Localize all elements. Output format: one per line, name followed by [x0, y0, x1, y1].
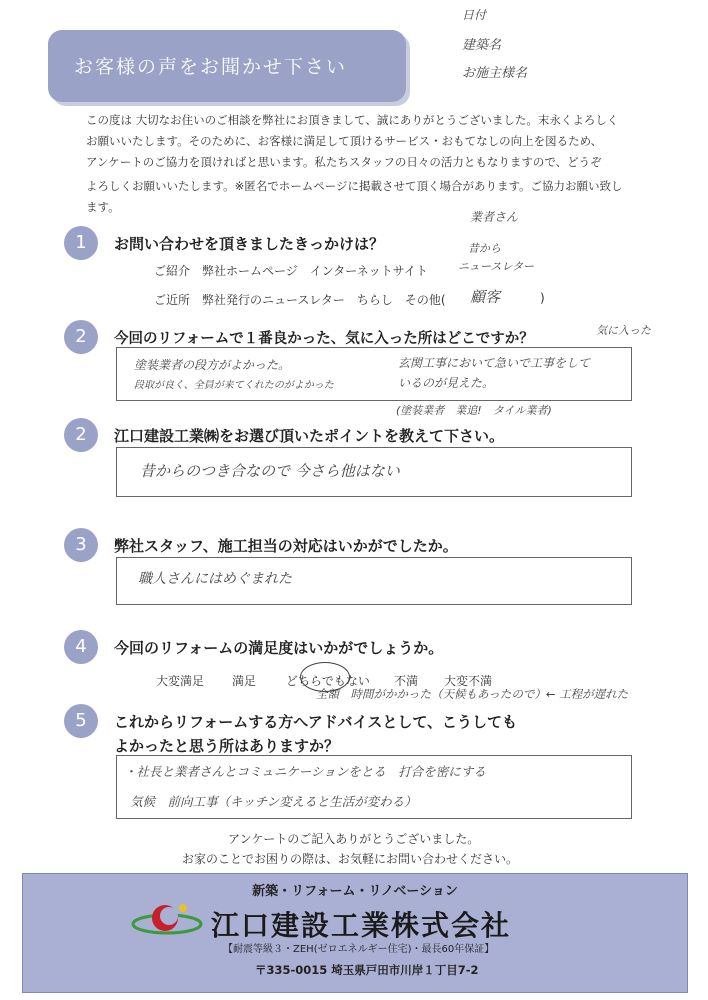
- company-footer: [22, 873, 688, 993]
- satisfaction-choice: 不満: [394, 674, 419, 688]
- intro-line: この度は 大切なお住いのご相談を弊社にお頂きまして、誠にありがとうございました。末永くよろしく: [86, 113, 619, 127]
- satisfaction-choice: 大変不満: [444, 674, 493, 688]
- handwritten-answer: 段取が良く、全員が来てくれたのがよかった: [134, 380, 334, 391]
- hw-owner-note: お施主様名: [462, 66, 528, 81]
- handwritten-answer: 玄関工事において急いで工事をして: [398, 356, 591, 370]
- question-number: 4: [64, 630, 98, 664]
- hw-note: 昔から: [468, 242, 501, 255]
- question-title: 江口建設工業㈱をお選び頂いたポイントを教えて下さい。: [114, 427, 505, 445]
- satisfaction-choice: 満足: [232, 674, 257, 688]
- footer-tagline: 新築・リフォーム・リノベーション: [252, 884, 458, 899]
- q1-options-row2: ご近所 弊社発行のニュースレター ちらし その他(: [154, 293, 446, 307]
- hw-date-note: 日付: [462, 8, 487, 22]
- question-number: 1: [64, 226, 98, 260]
- question-title: これからリフォームする方へアドバイスとして、こうしても: [114, 713, 518, 731]
- hw-note: 気に入った: [596, 324, 651, 337]
- handwritten-answer: ・社長と業者さんとコミュニケーションをとる 打合を密にする: [124, 764, 486, 779]
- company-logo-icon: [131, 900, 205, 944]
- question-title: よかったと思う所はありますか？: [114, 737, 340, 755]
- handwritten-answer: 昔からのつき合なので 今さら他はない: [140, 462, 400, 480]
- closing-text: お家のことでお困りの際は、お気軽にお問い合わせください。: [182, 852, 519, 866]
- question-title: 今回のリフォームの満足度はいかがでしょうか。: [114, 639, 444, 657]
- company-name: 江口建設工業株式会社: [211, 909, 512, 942]
- q1-options-close: ): [540, 291, 545, 305]
- satisfaction-choice: 大変満足: [156, 674, 205, 688]
- question-number: 2: [64, 418, 98, 452]
- handwritten-note: 全額 時間がかかった（天候もあったので）← 工程が遅れた: [316, 687, 629, 701]
- satisfaction-choice-selected: どちらでもない: [286, 674, 370, 688]
- handwritten-answer: 気候 前向工事（キッチン変えると生活が変わる）: [130, 794, 417, 809]
- handwritten-answer: (塗装業者 業追! タイル業者): [396, 404, 552, 417]
- question-title: 弊社スタッフ、施工担当の対応はいかがでしたか。: [114, 537, 458, 555]
- hw-note: ニュースレター: [458, 260, 535, 273]
- page-title: お客様の声をお聞かせ下さい: [74, 56, 348, 78]
- closing-text: アンケートのご記入ありがとうございました。: [228, 832, 480, 846]
- handwritten-answer: 職人さんにはめぐまれた: [138, 571, 292, 587]
- intro-line: よろしくお願いいたします。※匿名でホームページに掲載させて頂く場合があります。ご協力お願い致します。: [86, 179, 623, 214]
- question-number: 2: [64, 320, 98, 354]
- question-title: お問い合わせを頂きましたきっかけは？: [114, 235, 385, 253]
- company-address: 〒335-0015 埼玉県戸田市川岸１丁目7-2: [255, 963, 479, 977]
- question-number: 3: [64, 528, 98, 562]
- q1-options-row1: ご紹介 弊社ホームページ インターネットサイト: [154, 264, 428, 278]
- intro-line: アンケートのご協力を頂ければと思います。私たちスタッフの日々の活力ともなりますので、どうぞ: [86, 155, 602, 169]
- company-features: 【耐震等級３・ZEH(ゼロエネルギー住宅)・最長60年保証】: [223, 944, 495, 955]
- hw-name-note: 建築名: [462, 38, 502, 53]
- handwritten-answer: いるのが見えた。: [398, 376, 495, 390]
- question-number: 5: [64, 704, 98, 738]
- question-title: 今回のリフォームで１番良かった、気に入った所はどこですか？: [114, 331, 534, 347]
- intro-line: お願いいたします。そのために、お客様に満足して頂けるサービス・おもてなしの向上を図るため、: [86, 134, 603, 148]
- hw-note: 業者さん: [470, 210, 519, 224]
- q1-other-answer: 顧客: [470, 288, 501, 306]
- handwritten-answer: 塗装業者の段方がよかった。: [134, 358, 291, 372]
